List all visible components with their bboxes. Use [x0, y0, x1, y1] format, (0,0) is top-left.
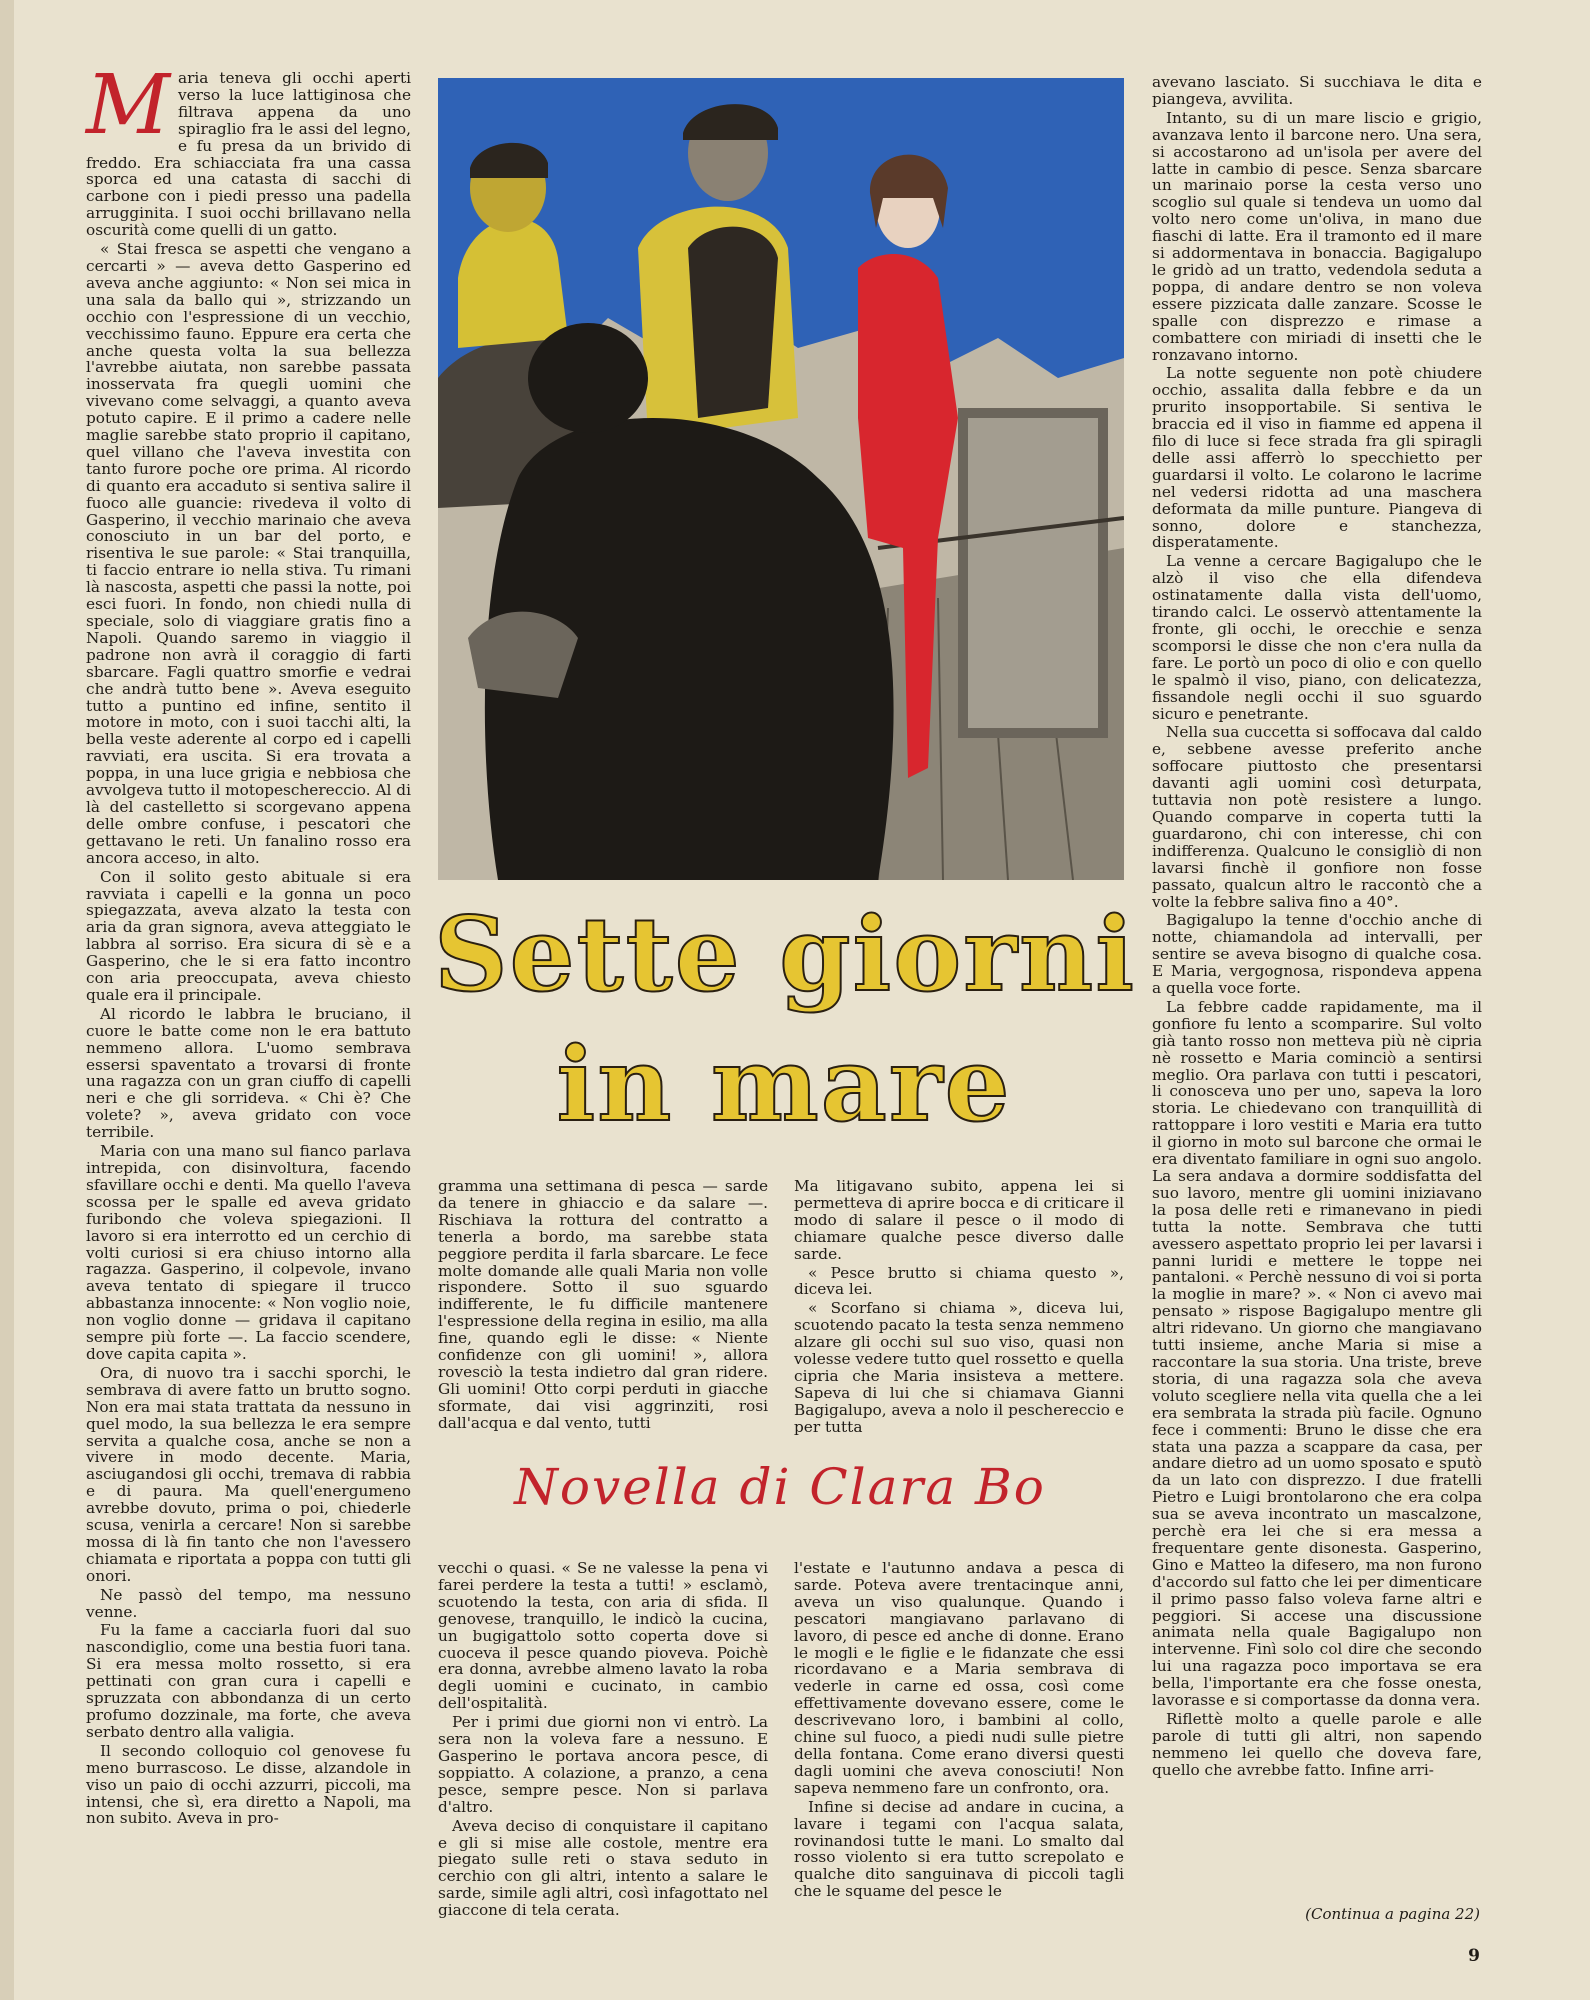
paragraph: gramma una settimana di pesca — sarde da tenere in ghiaccio e da salare —. Rischiava la rottura del contratto a tenerla a bordo, ma sarebbe stata peggiore perdita il farla sbarcare. Le fece molte domande alle quali Maria non volle rispondere. Sotto il suo sguardo indifferente, le fu difficile mantenere l'espressione della regina in esilio, ma alla fine, quando egli le disse: « Niente confidenze con gli uomini! », allora rovesciò la testa indietro dal gran ridere. Gli uomini! Otto corpi perduti in giacche sformate, dai visi aggrinziti, rosi dall'acqua e dal vento, tutti [438, 1177, 768, 1432]
paragraph: Con il solito gesto abituale si era ravviata i capelli e la gonna un poco spiegazzata, aveva alzato la testa con aria da gran signora, aveva atteggiato le labbra al sorriso. Era sicura di sè e a Gasperino, che le si era fatto incontro con aria preoccupata, aveva chiesto quale era il principale. [86, 867, 411, 1004]
paragraph: Ora, di nuovo tra i sacchi sporchi, le sembrava di avere fatto un brutto sogno. Non era mai stata trattata da nessuno in quel modo, la sua bellezza le era sempre servita a qualche cosa, anche se non a vivere in modo decente. Maria, asciugandosi gli occhi, tremava di rabbia e di paura. Ma quell'energumeno avrebbe dovuto, prima o poi, chiederle scusa, venirla a cercare! Non si sarebbe mossa di là fin tanto che non l'avessero chiamata e riportata a poppa con tutti gli onori. [86, 1363, 411, 1585]
story-byline: Novella di Clara Bo [514, 1458, 1046, 1516]
story-illustration [438, 78, 1124, 880]
paragraph: La notte seguente non potè chiudere occhio, assalita dalla febbre e da un prurito insopportabile. Si sentiva le braccia ed il viso in fiamme ed appena il filo di luce si fece strada fra gli spiragli delle assi afferrò lo specchietto per guardarsi il volto. Le colarono le lacrime nel vedersi ridotta ad una maschera deformata da mille punture. Piangeva di sonno, dolore e stanchezza, disperatamente. [1152, 364, 1482, 552]
paragraph: l'estate e l'autunno andava a pesca di sarde. Poteva avere trentacinque anni, aveva un viso qualunque. Quando i pescatori mangiavano parlavano di lavoro, di pesce ed anche di donne. Erano le mogli e le figlie e le fidanzate che essi ricordavano e a Maria sembrava di vederle in carne ed ossa, così come effettivamente dovevano essere, come le descrivevano loro, i bambini al collo, chine sul fuoco, a piedi nudi sulle pietre della fontana. Come erano diversi questi dagli uomini che aveva conosciuti! Non sapeva nemmeno fare un confronto, ora. [794, 1559, 1124, 1797]
paragraph: « Pesce brutto si chiama questo », diceva lei. [794, 1263, 1124, 1299]
paragraph: Aveva deciso di conquistare il capitano e gli si mise alle costole, mentre era piegato sulle reti o stava seduto in cerchio con gli altri, intento a salare le sarde, simile agli altri, così infagottato nel giaccone di tela cerata. [438, 1816, 768, 1920]
paragraph: La febbre cadde rapidamente, ma il gonfiore fu lento a scomparire. Sul volto già tanto rosso non metteva più nè cipria nè rossetto e Maria cominciò a sentirsi meglio. Ora parlava con tutti i pescatori, li conosceva uno per uno, sapeva la loro storia. Le chiedevano con tranquillità di rattoppare i loro vestiti e Maria era tutto il giorno in moto sul barcone che ormai le era diventato familiare in ogni suo angolo. La sera andava a dormire soddisfatta del suo lavoro, mentre gli uomini iniziavano la posa delle reti e rimanevano in piedi tutta la notte. Sembrava che tutti avessero aspettato proprio lei per lavarsi i panni luridi e mettere le toppe nei pantaloni. « Perchè nessuno di voi si porta la moglie in mare? ». « Non ci avevo mai pensato » rispose Bagigalupo mentre gli altri ridevano. Un giorno che mangiavano tutti insieme, anche Maria si mise a raccontare la sua storia. Una triste, breve storia, di una ragazza sola che aveva voluto scegliere nella vita quella che a lei era sembrata la strada più facile. Ognuno fece i commenti: Bruno le disse che era stata una pazza a scappare da casa, per andare dietro ad un uomo sposato e sputò da un lato con disprezzo. I due fratelli Pietro e Luigi brontolarono che era colpa sua se aveva incontrato un mascalzone, perchè era lei che si era messa a frequentare gente disonesta. Gasperino, Gino e Matteo la difesero, ma non furono d'accordo sul fatto che lei per dimenticare il primo passo falso voleva farne altri e peggiori. Si accese una discussione animata nella quale Bagigalupo non intervenne. Finì solo col dire che secondo lui una ragazza poco importava se era bella, l'importante era che fosse onesta, lavorasse e si comportasse da donna vera. [1152, 997, 1482, 1710]
paragraph: Riflettè molto a quelle parole e alle parole di tutti gli altri, non sapendo nemmeno lei quello che doveva fare, quello che avrebbe fatto. Infine arri- [1152, 1710, 1482, 1779]
drop-cap: M [86, 58, 170, 153]
continued-note: (Continua a pagina 22) [1305, 1905, 1480, 1923]
page-edge [0, 0, 14, 2000]
article-column-2-lower [438, 1560, 768, 1930]
paragraph: aria teneva gli occhi aperti verso la luce lattiginosa che filtrava appena da uno spiraglio fra le assi del legno, e fu presa da un brivido di freddo. Era schiacciata fra una cassa sporca ed una catasta di sacchi di carbone con i piedi presso una padella arrugginita. I suoi occhi brillavano nella oscurità come quelli di un gatto. [86, 69, 411, 240]
article-column-2-upper [438, 1178, 768, 1448]
paragraph: La venne a cercare Bagigalupo che le alzò il viso che ella difendeva ostinatamente dalla vista dell'uomo, tirando calci. Le osservò attentamente la fronte, gli occhi, le orecchie e senza scomporsi le disse che non c'era nulla da fare. Le portò un poco di olio e con quello le spalmò il viso, piano, con delicatezza, fissandole negli occhi il suo sguardo sicuro e penetrante. [1152, 552, 1482, 723]
illustration-svg [438, 78, 1124, 880]
page-number: 9 [1468, 1946, 1480, 1966]
paragraph: Ne passò del tempo, ma nessuno venne. [86, 1585, 411, 1621]
paragraph: Fu la fame a cacciarla fuori dal suo nascondiglio, come una bestia fuori tana. Si era messa molto rossetto, si era pettinati con gran cura i capelli e spruzzata con abbondanza di un certo profumo dozzinale, ma forte, che aveva serbato dentro alla valigia. [86, 1621, 411, 1741]
paragraph: Nella sua cuccetta si soffocava dal caldo e, sebbene avesse preferito anche soffocare piuttosto che presentarsi davanti agli uomini così deturpata, tuttavia non potè resistere a lungo. Quando comparve in coperta tutti la guardarono, chi con interesse, chi con indifferenza. Qualcuno le consigliò di non lavarsi finchè il gonfiore non fosse passato, qualcun altro le raccontò che a volte la febbre saliva fino a 40°. [1152, 723, 1482, 911]
paragraph: Il secondo colloquio col genovese fu meno burrascoso. Le disse, alzandole in viso un paio di occhi azzurri, piccoli, ma intensi, che sì, era diretto a Napoli, ma non subito. Aveva in pro- [86, 1741, 411, 1828]
paragraph: « Scorfano si chiama », diceva lui, scuotendo pacato la testa senza nemmeno alzare gli occhi sul suo viso, quasi non volesse vedere tutto quel rossetto e quella cipria che Maria insisteva a mettere. Sapeva di lui che si chiamava Gianni Bagigalupo, aveva a nolo il peschereccio e per tutta [794, 1299, 1124, 1436]
paragraph: avevano lasciato. Si succhiava le dita e piangeva, avvilita. [1152, 73, 1482, 108]
paragraph: Al ricordo le labbra le bruciano, il cuore le batte come non le era battuto nemmeno allora. L'uomo sembrava essersi spaventato a trovarsi di fronte una ragazza con un gran ciuffo di capelli neri e che gli sorrideva. « Chi è? Che volete? », aveva gridato con voce terribile. [86, 1004, 411, 1142]
paragraph: Infine si decise ad andare in cucina, a lavare i tegami con l'acqua salata, rovinandosi tutte le mani. Lo smalto dal rosso violento si era tutto screpolato e qualche dito sanguinava di piccoli tagli che le squame del pesce le [794, 1797, 1124, 1901]
article-column-4 [1152, 74, 1482, 1904]
story-title-line-2: in mare [556, 1025, 1012, 1145]
paragraph: vecchi o quasi. « Se ne valesse la pena vi farei perdere la testa a tutti! » esclamò, scuotendo la testa, con aria di sfida. Il genovese, tranquillo, le indicò la cucina, un bugigattolo sotto coperta dove si cuoceva il pesce quando pioveva. Poichè era donna, avrebbe almeno lavato la roba degli uomini e cucinato, in cambio dell'ospitalità. [438, 1559, 768, 1713]
paragraph: Maria con una mano sul fianco parlava intrepida, con disinvoltura, facendo sfavillare occhi e denti. Ma quello l'aveva scossa per le spalle ed aveva gridato furibondo che voleva spiegazioni. Il lavoro si era interrotto ed un cerchio di volti curiosi si era chiuso intorno alla ragazza. Gasperino, il colpevole, invano aveva tentato di spiegare il trucco abbastanza innocente: « Non voglio noie, non voglio donne — gridava il capitano sempre più forte —. La faccio scendere, dove capita capita ». [86, 1142, 411, 1363]
story-title-line-1: Sette giorni [434, 895, 1136, 1015]
paragraph: « Stai fresca se aspetti che vengano a cercarti » — aveva detto Gasperino ed aveva anche aggiunto: « Non sei mica in una sala da ballo qui », strizzando un occhio con l'espressione di un vecchio, vecchissimo fauno. Eppure era certa che anche questa volta la sua bellezza l'avrebbe aiutata, non sarebbe passata inosservata fra quegli uomini che vivevano come selvaggi, a quanto aveva potuto capire. E il primo a cadere nelle maglie sarebbe stato proprio il capitano, quel villano che l'aveva investita con tanto furore poche ore prima. Al ricordo di quanto era accaduto si sentiva salire il fuoco alle guancie: rivedeva il volto di Gasperino, il vecchio marinaio che aveva conosciuto in un bar del porto, e risentiva le sue parole: « Stai tranquilla, ti faccio entrare io nella stiva. Tu rimani là nascosta, aspetti che passi la notte, poi esci fuori. In fondo, non chiedi nulla di speciale, solo di viaggiare gratis fino a Napoli. Quando saremo in viaggio il padrone non avrà il coraggio di farti sbarcare. Fagli quattro smorfie e vedrai che andrà tutto bene ». Aveva eseguito tutto a puntino ed infine, sentito il motore in moto, con i suoi tacchi alti, la bella veste aderente al corpo ed i capelli ravviati, era uscita. Si era trovata a poppa, in una luce grigia e nebbiosa che avvolgeva tutto il motopeschereccio. Al di là del castelletto si scorgevano appena delle ombre confuse, i pescatori che gettavano le reti. Un fanalino rosso era ancora acceso, in alto. [86, 240, 411, 867]
article-column-1 [86, 58, 411, 1920]
paragraph: Intanto, su di un mare liscio e grigio, avanzava lento il barcone nero. Una sera, si accostarono ad un'isola per avere del latte in cambio di pesce. Senza sbarcare un marinaio porse la cesta verso uno scoglio sul quale si tendeva un uomo dal volto nero come un'oliva, in mano due fiaschi di latte. Era il tramonto ed il mare si addormentava in bonaccia. Bagigalupo le gridò ad un tratto, vedendola seduta a poppa, di andare dentro se non voleva essere pizzicata dalle zanzare. Scosse le spalle con disprezzo e rimase a combattere con miriadi di insetti che le ronzavano intorno. [1152, 108, 1482, 364]
article-column-3-lower [794, 1560, 1124, 1930]
paragraph: Ma litigavano subito, appena lei si permetteva di aprire bocca e di criticare il modo di salare il pesce o il modo di chiamare qualche pesce diverso dalle sarde. [794, 1177, 1124, 1263]
article-column-3-upper [794, 1178, 1124, 1448]
paragraph: Per i primi due giorni non vi entrò. La sera non la voleva fare a nessuno. E Gasperino le portava ancora pesce, di soppiatto. A colazione, a pranzo, a cena pesce, sempre pesce. Non si parlava d'altro. [438, 1713, 768, 1816]
paragraph: Bagigalupo la tenne d'occhio anche di notte, chiamandola ad intervalli, per sentire se aveva bisogno di qualche cosa. E Maria, vergognosa, rispondeva appena a quella voce forte. [1152, 911, 1482, 998]
